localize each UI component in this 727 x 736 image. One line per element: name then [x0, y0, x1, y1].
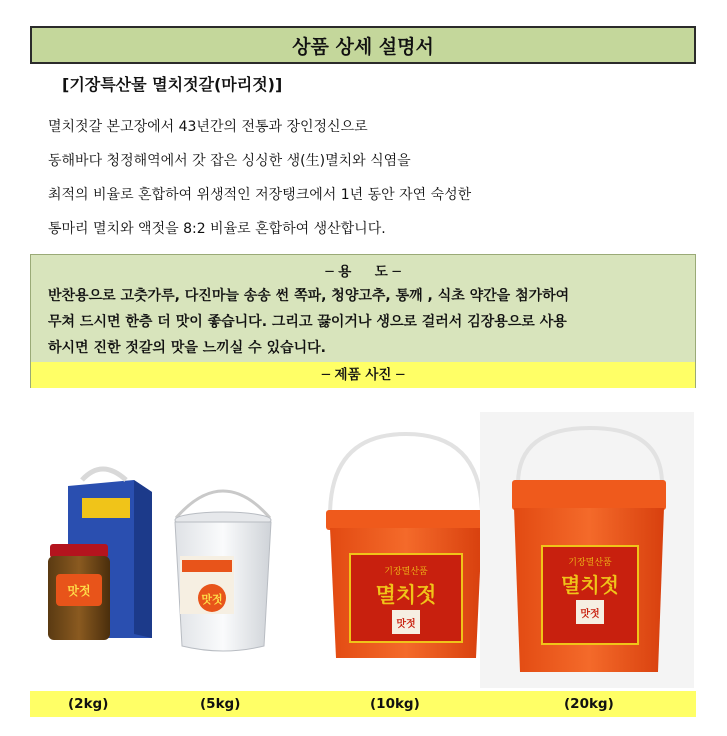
usage-header: ─ 용 도 ─ [325, 264, 401, 280]
product-10kg-image [326, 434, 486, 658]
usage-text [48, 283, 695, 361]
product-10kg-label-top: 기장멸산품 [384, 567, 428, 577]
usage-line: 하시면 진한 젓갈의 맛을 느끼실 수 있습니다. [48, 340, 326, 356]
description-line: 최적의 비율로 혼합하여 위생적인 저장탱크에서 1년 동안 자연 숙성한 [48, 187, 472, 203]
product-2kg-image [48, 469, 152, 640]
usage-line: 무쳐 드시면 한층 더 맛이 좋습니다. 그리고 끓이거나 생으로 걸러서 김장용으로 사용 [48, 314, 567, 330]
product-5kg-image [175, 491, 271, 651]
caption-bar [30, 691, 696, 717]
product-5kg-label: 맛젓 [201, 593, 223, 606]
product-2kg-label: 맛젓 [67, 584, 91, 598]
usage-line: 반찬용으로 고춧가루, 다진마늘 송송 썬 쪽파, 청양고추, 통깨 , 식초 약간을 첨가하여 [48, 288, 570, 304]
product-20kg-label-top: 기장멸산품 [568, 558, 612, 568]
product-description [48, 110, 688, 246]
product-subtitle: [기장특산물 멸치젓갈(마리젓)] [62, 75, 283, 94]
product-20kg-image [480, 412, 694, 688]
page-title: 상품 상세 설명서 [292, 35, 434, 58]
usage-section [30, 254, 696, 362]
description-line: 통마리 멸치와 액젓을 8:2 비율로 혼합하여 생산합니다. [48, 221, 386, 237]
product-10kg-label-main: 멸치젓 [375, 582, 437, 607]
caption-20kg: (20kg) [564, 696, 614, 712]
product-10kg-brand: 맛젓 [396, 619, 416, 630]
caption-5kg: (5kg) [200, 696, 241, 712]
photo-section-header: ─ 제품 사진 ─ [30, 362, 696, 388]
product-20kg-brand: 맛젓 [580, 609, 600, 620]
caption-2kg: (2kg) [68, 696, 109, 712]
product-20kg-label-main: 멸치젓 [561, 573, 619, 597]
product-photos-image [30, 388, 696, 688]
page-title-bar [30, 26, 696, 64]
product-photos [30, 388, 696, 688]
description-line: 동해바다 청정해역에서 갓 잡은 싱싱한 생(生)멸치와 식염을 [48, 153, 411, 169]
description-line: 멸치젓갈 본고장에서 43년간의 전통과 장인정신으로 [48, 119, 368, 135]
caption-10kg: (10kg) [370, 696, 420, 712]
